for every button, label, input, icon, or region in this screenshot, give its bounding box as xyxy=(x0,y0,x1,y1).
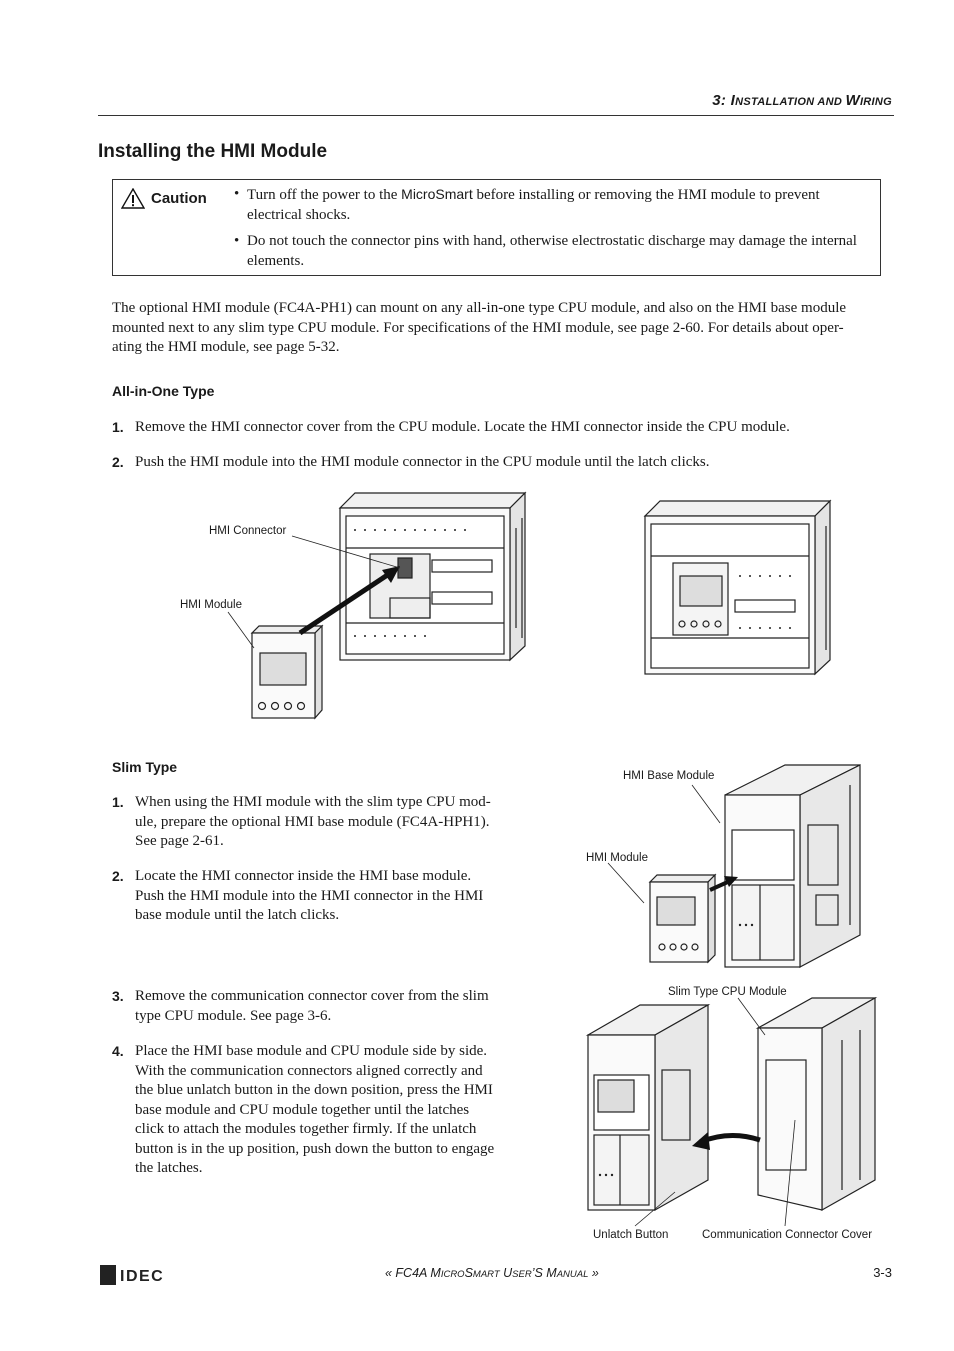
label-slim-hmi-module: HMI Module xyxy=(586,852,648,864)
label-hmi-module: HMI Module xyxy=(180,599,242,611)
all-in-one-heading: All-in-One Type xyxy=(112,383,215,399)
warning-icon xyxy=(121,188,145,209)
section-title: Installing the HMI Module xyxy=(98,141,328,162)
svg-text:IDEC: IDEC xyxy=(120,1268,165,1285)
hmi-module-drawing xyxy=(252,626,322,718)
slim-figure-1 xyxy=(580,755,880,975)
label-hmi-base-module: HMI Base Module xyxy=(623,770,715,782)
cpu-module-left xyxy=(340,493,525,660)
header-rule xyxy=(98,115,894,116)
slim-figure-2 xyxy=(580,980,890,1230)
label-unlatch-button: Unlatch Button xyxy=(593,1229,669,1241)
cpu-module-right xyxy=(645,501,830,674)
idec-logo-mark xyxy=(100,1265,170,1285)
page-number: 3-3 xyxy=(873,1265,892,1280)
chapter-header: 3: INSTALLATION AND WIRING xyxy=(712,92,892,109)
caution-item-2: • Do not touch the connector pins with hand, otherwise electrostatic discharge may damage the internal elements. xyxy=(234,233,857,269)
label-hmi-connector: HMI Connector xyxy=(209,525,287,537)
label-slim-cpu-module: Slim Type CPU Module xyxy=(668,986,787,998)
idec-logo xyxy=(100,1265,170,1290)
caution-item-1: • Turn off the power to the MicroSmart before installing or removing the HMI module to prevent electrical shocks. xyxy=(234,186,820,223)
label-comm-connector-cover: Communication Connector Cover xyxy=(702,1229,873,1241)
intro-paragraph: The optional HMI module (FC4A-PH1) can mount on any all-in-one type CPU module, and also on the HMI base module mounted next to any slim type CPU module. For specifications of the HMI module, see page 2-60. For details about oper- ating the HMI module, see page 5-32. xyxy=(112,300,847,355)
caution-label xyxy=(121,188,207,209)
caution-box xyxy=(112,179,881,276)
slim-type-heading: Slim Type xyxy=(112,759,178,775)
footer-title: « FC4A MICROSMART USER’S MANUAL » xyxy=(385,1266,599,1280)
caution-text: Caution xyxy=(151,190,207,207)
